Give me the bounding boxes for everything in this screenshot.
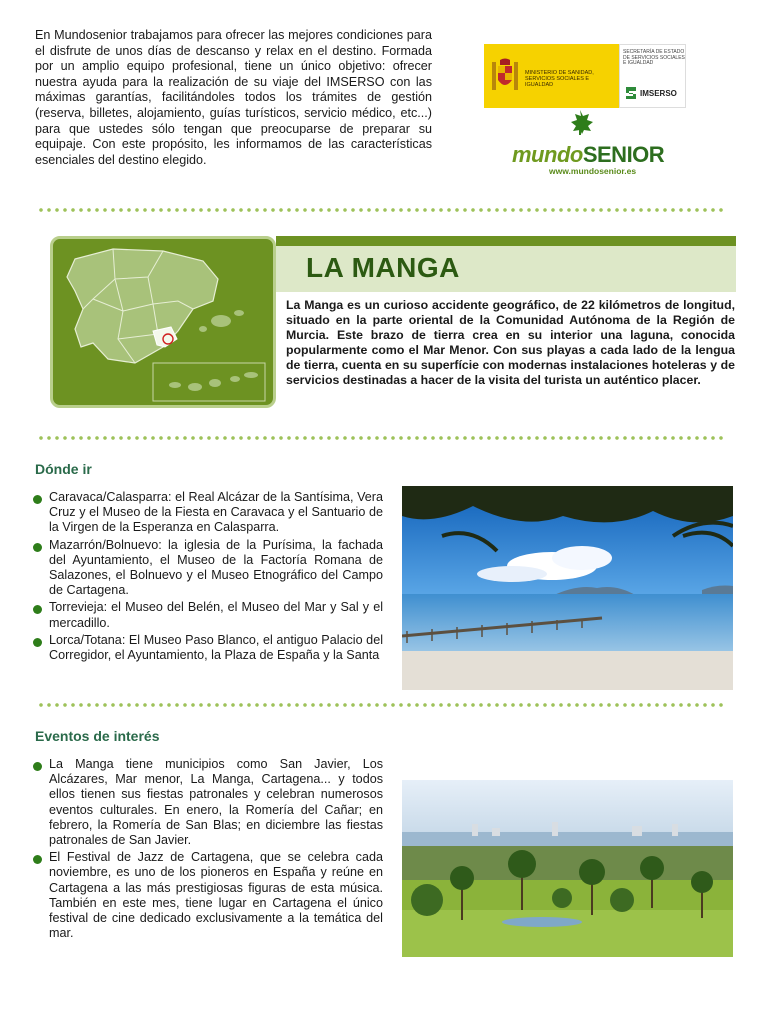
bullet-icon bbox=[33, 495, 42, 504]
bullet-icon bbox=[33, 638, 42, 647]
list-item-text: Mazarrón/Bolnuevo: la iglesia de la Purísima, la fachada del Ayuntamiento, el Museo de la Factoría Romana de Salazones, el Bolnuevo y el Museo Etnográfico del Campo de Cartagena. bbox=[49, 537, 383, 598]
spain-map-icon bbox=[53, 239, 273, 405]
list-item-text: Torrevieja: el Museo del Belén, el Museo del Mar y Sal y el mercadillo. bbox=[49, 600, 383, 630]
mundosenior-logo bbox=[512, 142, 664, 168]
list-item-text: Caravaca/Calasparra: el Real Alcázar de la Santísima, Vera Cruz y el Museo de la Fiesta en Caravaca y el Santuario de la Virgen de la Esperanza en Calasparra. bbox=[49, 490, 383, 535]
destination-title: LA MANGA bbox=[306, 252, 460, 283]
bullet-icon bbox=[33, 762, 42, 771]
coat-of-arms-icon bbox=[490, 58, 520, 94]
list-item bbox=[33, 850, 383, 941]
donde-ir-list bbox=[33, 490, 383, 665]
list-item bbox=[33, 757, 383, 848]
dotted-divider bbox=[37, 207, 727, 213]
bullet-icon bbox=[33, 543, 42, 552]
beach-photo bbox=[402, 486, 733, 690]
list-item bbox=[33, 600, 383, 630]
eventos-list bbox=[33, 757, 383, 943]
destination-description: La Manga es un curioso accidente geográfico, de 22 kilómetros de longitud, situado en la parte oriental de la Comunidad Autónoma de la Región de Murcia. Este brazo de tierra crea en su interior una laguna, conocida popularmente como el Mar Menor. Con sus playas a cada lado de la lengua de tierra, cuenta en su superfície con modernas instalaciones hoteleras y de servicios destinadas a hacer de la visita del turista un auténtico placer. bbox=[286, 298, 735, 387]
brand-mundo: mundo bbox=[512, 142, 583, 167]
leaf-icon bbox=[564, 108, 596, 136]
list-item-text: Lorca/Totana: El Museo Paso Blanco, el antiguo Palacio del Corregidor, el Ayuntamiento, la Plaza de España y la Santa bbox=[49, 632, 383, 663]
dotted-divider bbox=[37, 435, 727, 441]
bullet-icon bbox=[33, 855, 42, 864]
list-item bbox=[33, 538, 383, 599]
brand-url: www.mundosenior.es bbox=[549, 166, 637, 176]
eventos-heading: Eventos de interés bbox=[35, 728, 160, 744]
secretaria-name: SECRETARÍA DE ESTADO DE SERVICIOS SOCIALES E IGUALDAD bbox=[623, 49, 685, 67]
list-item bbox=[33, 633, 383, 663]
bullet-icon bbox=[33, 605, 42, 614]
spain-map bbox=[50, 236, 276, 408]
title-accent-bar bbox=[276, 236, 736, 246]
landscape-photo bbox=[402, 780, 733, 957]
list-item-text: El Festival de Jazz de Cartagena, que se celebra cada noviembre, es uno de los pioneros en España y reúne en Cartagena a las más prestigiosas figuras de esta música. También en este mes, tiene lugar en Cartagena el único festival de cine dedicado exclusivamente a la temática del mar. bbox=[49, 850, 383, 941]
list-item bbox=[33, 490, 383, 536]
dotted-divider bbox=[37, 702, 727, 708]
donde-ir-heading: Dónde ir bbox=[35, 461, 92, 477]
list-item-text: La Manga tiene municipios como San Javier, Los Alcázares, Mar menor, La Manga, Cartagena... y todos ellos tienen sus fiestas patronales y celebran numerosos eventos culturales. En enero, la Romería del Cañar; en febrero, la Romería de San Blas; en diciembre las fiestas patronales de San Javier. bbox=[49, 757, 383, 848]
ministry-name: MINISTERIO DE SANIDAD, SERVICIOS SOCIALES E IGUALDAD bbox=[525, 70, 594, 88]
imserso-icon bbox=[624, 83, 640, 101]
intro-paragraph: En Mundosenior trabajamos para ofrecer las mejores condiciones para el disfrute de unos días de descanso y relax en el destino. Formada por un amplio equipo profesional, tiene un único objetivo: ofrecer nuestra ayuda para la realización de su viaje del IMSERSO con las máximas garantías, facilitándoles todos los trámites de gestión (reserva, billetes, alojamiento, guías turísticos, servicio médico, etc...) para que ustedes sólo tengan que preocuparse de preparar su equipaje. Con este propósito, les informamos de las características esenciales del destino elegido. bbox=[35, 28, 432, 167]
brand-senior: SENIOR bbox=[582, 142, 665, 167]
imserso-label: IMSERSO bbox=[640, 89, 677, 98]
